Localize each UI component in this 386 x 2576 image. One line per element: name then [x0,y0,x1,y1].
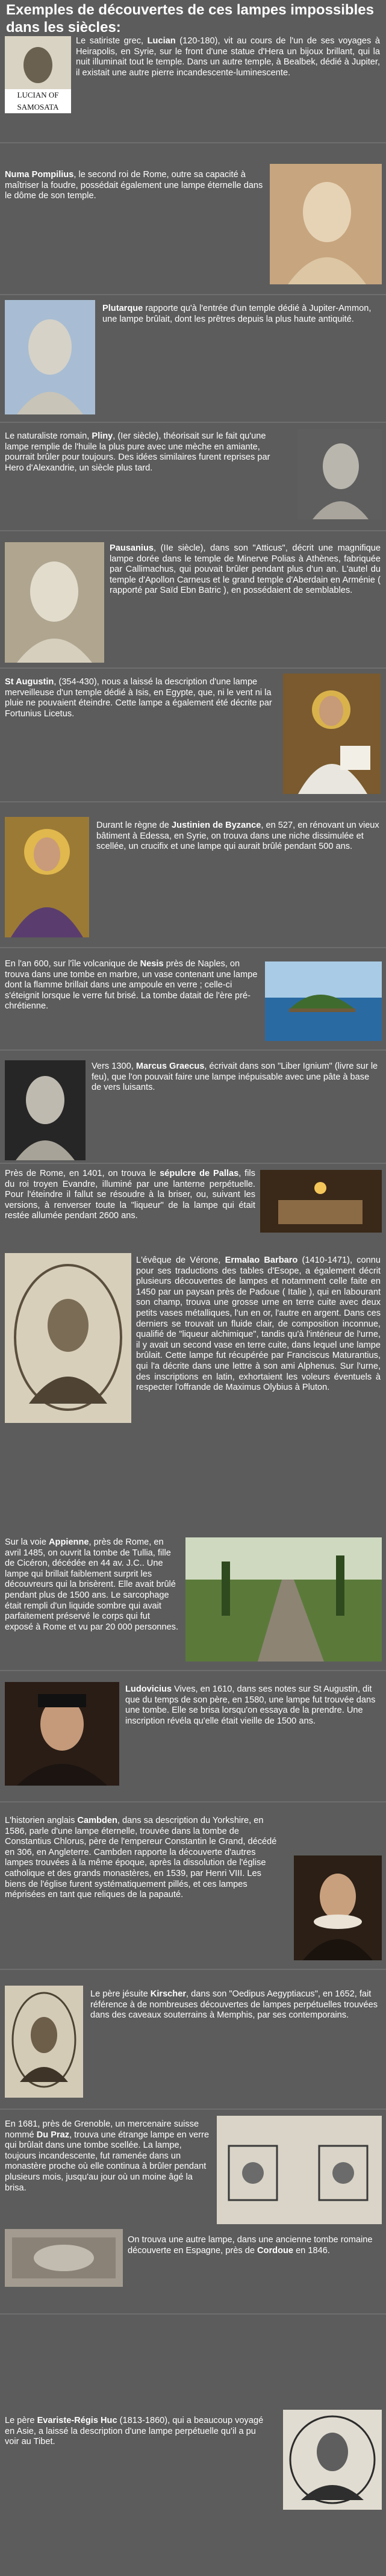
entry-cambden: L'historien anglais Cambden, dans sa description du Yorkshire, en 1586, parle d'une lampe éternelle, trouvée dans la tombe de Constantius Chlorus, père de l'empereur Constantin le Grand, décédé en 306, en Angleterre. Cambden rapporte la découverte d'autres lampes trouvées à la même époque, après la dissolution de l'église catholique et des grands monastères, en 1539, par Henri VIII. Les biens de l'église furent systématiquement pillés, et ces lampes méprisées en tant que reliques de la papauté. [5,1816,277,1900]
pliny-image [297,429,382,519]
engraved-portrait-icon [5,1986,83,2098]
nesis-image [265,961,382,1041]
tomb-illustration-icon [260,1170,382,1233]
person-name: Cambden [77,1816,117,1825]
person-name: Marcus Graecus [135,1061,205,1071]
lucian-portrait [5,36,71,113]
saint-painting-icon [283,674,381,794]
person-name: Plutarque [102,304,143,313]
entry-huc: Le père Evariste-Régis Huc (1813-1860), qui a beaucoup voyagé en Asie, a laissé la description d'une lampe perpétuelle qu'il a pu voir au Tibet. [5,2416,264,2447]
entry-plutarque: Plutarque rapporte qu'à l'entrée d'un temple dédié à Jupiter-Ammon, une lampe brûlait, dont les prêtres depuis la plus haute antiquité. [102,304,372,324]
person-name: Cordoue [257,2245,294,2256]
person-name: Lucian [147,36,176,46]
entry-lucian: Le satiriste grec, Lucian (120-180), vit au cours de l'un de ses voyages à Heirapolis, en Syrie, sur le front d'une statue d'Hera un bijoux brillant, qui la nuit illuminait tout le temple. Dans un autre temple, à Bealbek, dédié à Jupiter, il existait une autre pierre incandescente-luminescente. [76,36,380,78]
painted-portrait-icon [294,1855,382,1960]
person-name: Evariste-Régis Huc [37,2416,117,2425]
person-name: Appienne [49,1537,89,1547]
kircher-image [5,1986,83,2098]
augustin-image [283,674,381,794]
mosaic-portrait-icon [5,817,89,937]
person-name: Kirscher [150,1989,187,1999]
bust-statue-icon [5,542,104,663]
dupraz-image [217,2116,382,2224]
bust-statue-icon [5,1060,86,1160]
marcus-image [5,1060,86,1160]
bust-statue-icon [297,429,382,519]
engraved-portrait-icon [283,2410,382,2510]
entry-pausanius: Pausanius, (IIe siècle), dans son "Atticus", décrit une magnifique lampe dorée dans le temple de Minerve Polias à Athènes, fabriquée par Callimachus, qui pouvait brûler pendant plus d'un an. L'autel du temple d'Apollon Carneus et le grand temple d'Aberdain en Arménie ( rapporté par Saïd Ebn Batric ), en possédaient de semblables. [110,543,381,596]
person-name: Justinien de Byzance [171,821,261,830]
entry-augustin: St Augustin, (354-430), nous a laissé la description d'une lampe merveilleuse d'un temple dédié à Isis, en Egypte, que, ni le vent ni la pluie ne pouvaient éteindre. Cette lampe a également été décrite par Fortunius Licetus. [5,677,272,719]
roman-road-photo-icon [185,1537,382,1662]
entry-pliny: Le naturaliste romain, Pliny, (Ier siècle), théorisait sur le fait qu'une lampe remplie de l'huile la plus pure avec une mèche en amiante, pourrait brûler pour toujours. Des idées similaires furent reprises par Hero d'Alexandrie, un siècle plus tard. [5,431,270,473]
barbaro-image [5,1253,131,1423]
bust-statue-icon [270,164,382,284]
island-photo-icon [265,961,382,1041]
painted-portrait-icon [5,1682,119,1786]
huc-image [283,2410,382,2510]
person-name: sépulcre de Pallas [160,1169,239,1178]
person-name: Ermalao Barbaro [225,1255,298,1265]
person-name: Pausanius [110,543,154,553]
entry-dupraz: En 1681, près de Grenoble, un mercenaire suisse nommé Du Praz, trouva une étrange lampe en verre qui brûlait dans une tombe scellée. La lampe, toujours incandescente, fut ramenée dans un monastère proche où elle continua à brûler pendant plusieurs mois, jusqu'au jour où un moine âgé la brisa. [5,2119,210,2193]
entry-kircher: Le père jésuite Kirscher, dans son "Oedipus Aegyptiacus", en 1652, fait référence à de nombreuses découvertes de lampes perpétuelles trouvées dans des caveaux souterrains à Memphis, par ses contemporains. [90,1989,378,2021]
entry-justinien: Durant le règne de Justinien de Byzance, en 527, en rénovant un vieux bâtiment à Edessa, en Syrie, on trouva dans une niche dissimulée et scellée, un crucifix et une lampe qui aurait brûlé pendant 500 ans. [96,821,379,852]
pausanius-image [5,542,104,663]
numa-image [270,164,382,284]
person-name: Nesis [140,959,164,969]
entry-barbaro: L'évêque de Vérone, Ermalao Barbaro (1410-1471), connu pour ses traductions des tables d'Esope, a également décrit plusieurs découvertes de lampes et notamment celle faite en 1450 par un paysan près de Padoue ( Italie ), qui en labourant son champ, trouva une grosse urne en terre cuite avec deux petits vases métalliques, l'un en or, l'autre en argent. Dans ces derniers se trouvait un fluide clair, de composition inconnue, qualifié de "liqueur alchimique", tandis qu'à l'intérieur de l'urne, il y avait un second vase en terre cuite, dans lequel une lampe brûlait. Cette lampe fut récupérée par Franciscus Maturantius, qui l'a décrite dans une lettre à son ami Alphenus. Sur l'urne, des inscriptions en latin, exhortaient les voleurs éventuels à respecter l'offrande de Maximus Olybius à Pluton. [136,1255,381,1393]
lamp-engraving-icon [217,2116,382,2224]
plutarque-image [5,300,95,414]
person-name: St Augustin [5,677,54,687]
vives-image [5,1682,119,1786]
stone-relief-icon [5,2229,123,2287]
engraved-portrait-icon [5,1253,131,1423]
page-title: Exemples de découvertes de ces lampes impossibles dans les siècles: [6,2,374,36]
entry-cordoue: On trouva une autre lampe, dans une ancienne tombe romaine découverte en Espagne, près de Cordoue en 1846. [128,2235,373,2256]
bust-statue-icon [5,300,95,414]
image-caption: LUCIAN OF SAMOSATA [5,89,71,113]
entry-nesis: En l'an 600, sur l'île volcanique de Nesis près de Naples, on trouva dans une tombe en marbre, un vase contenant une lampe dont la flamme brillait dans une ampoule en verre ; celle-ci s'éteignit lorsque le verre fut brisé. La tombe datait de l'ère pré-chrétienne. [5,959,258,1011]
person-name: Numa Pompilius [5,170,74,180]
entry-vives: Ludovicius Vives, en 1610, dans ses notes sur St Augustin, dit que du temps de son père, en 1580, une lampe fut trouvée dans une tombe. Elle se brisa lorsqu'on essaya de la prendre. Une inscription révéla qu'elle était vieille de 1500 ans. [125,1684,376,1726]
person-name: Pliny [92,431,113,441]
entry-appienne: Sur la voie Appienne, près de Rome, en avril 1485, on ouvrit la tombe de Tullia, fille de Cicéron, décédée en 44 av. J.C.. Une lampe qui brillait faiblement surprit les découvreurs qui la brisèrent. Elle avait brûlé pendant plus de 1500 ans. Le sarcophage était rempli d'un liquide sombre qui avait parfaitement préservé le corps qui fut exposé à Rome et vu par 20 000 personnes. [5,1537,179,1632]
justinien-image [5,817,89,937]
appienne-image [185,1537,382,1662]
cambden-image [294,1855,382,1960]
entry-numa: Numa Pompilius, le second roi de Rome, outre sa capacité à maîtriser la foudre, possédait également une lampe éternelle dans le dôme de son temple. [5,170,263,201]
entry-marcus: Vers 1300, Marcus Graecus, écrivait dans son "Liber Ignium" (livre sur le feu), que l'on pouvait faire une lampe inépuisable avec une pâte à base de vers luisants. [92,1061,378,1093]
person-name: Ludovicius [125,1684,172,1694]
person-name: Du Praz [36,2130,70,2140]
pallas-image [260,1170,382,1233]
entry-pallas: Près de Rome, en 1401, on trouva le sépulcre de Pallas, fils du roi troyen Evandre, illuminé par une lanterne perpétuelle. Pour l'éteindre il fallut se résoudre à la briser, ou, suivant les versions, à renverser toute la "liqueur" de la lampe qui était restée allumée pendant 2600 ans. [5,1169,255,1221]
cordoue-image [5,2229,123,2287]
